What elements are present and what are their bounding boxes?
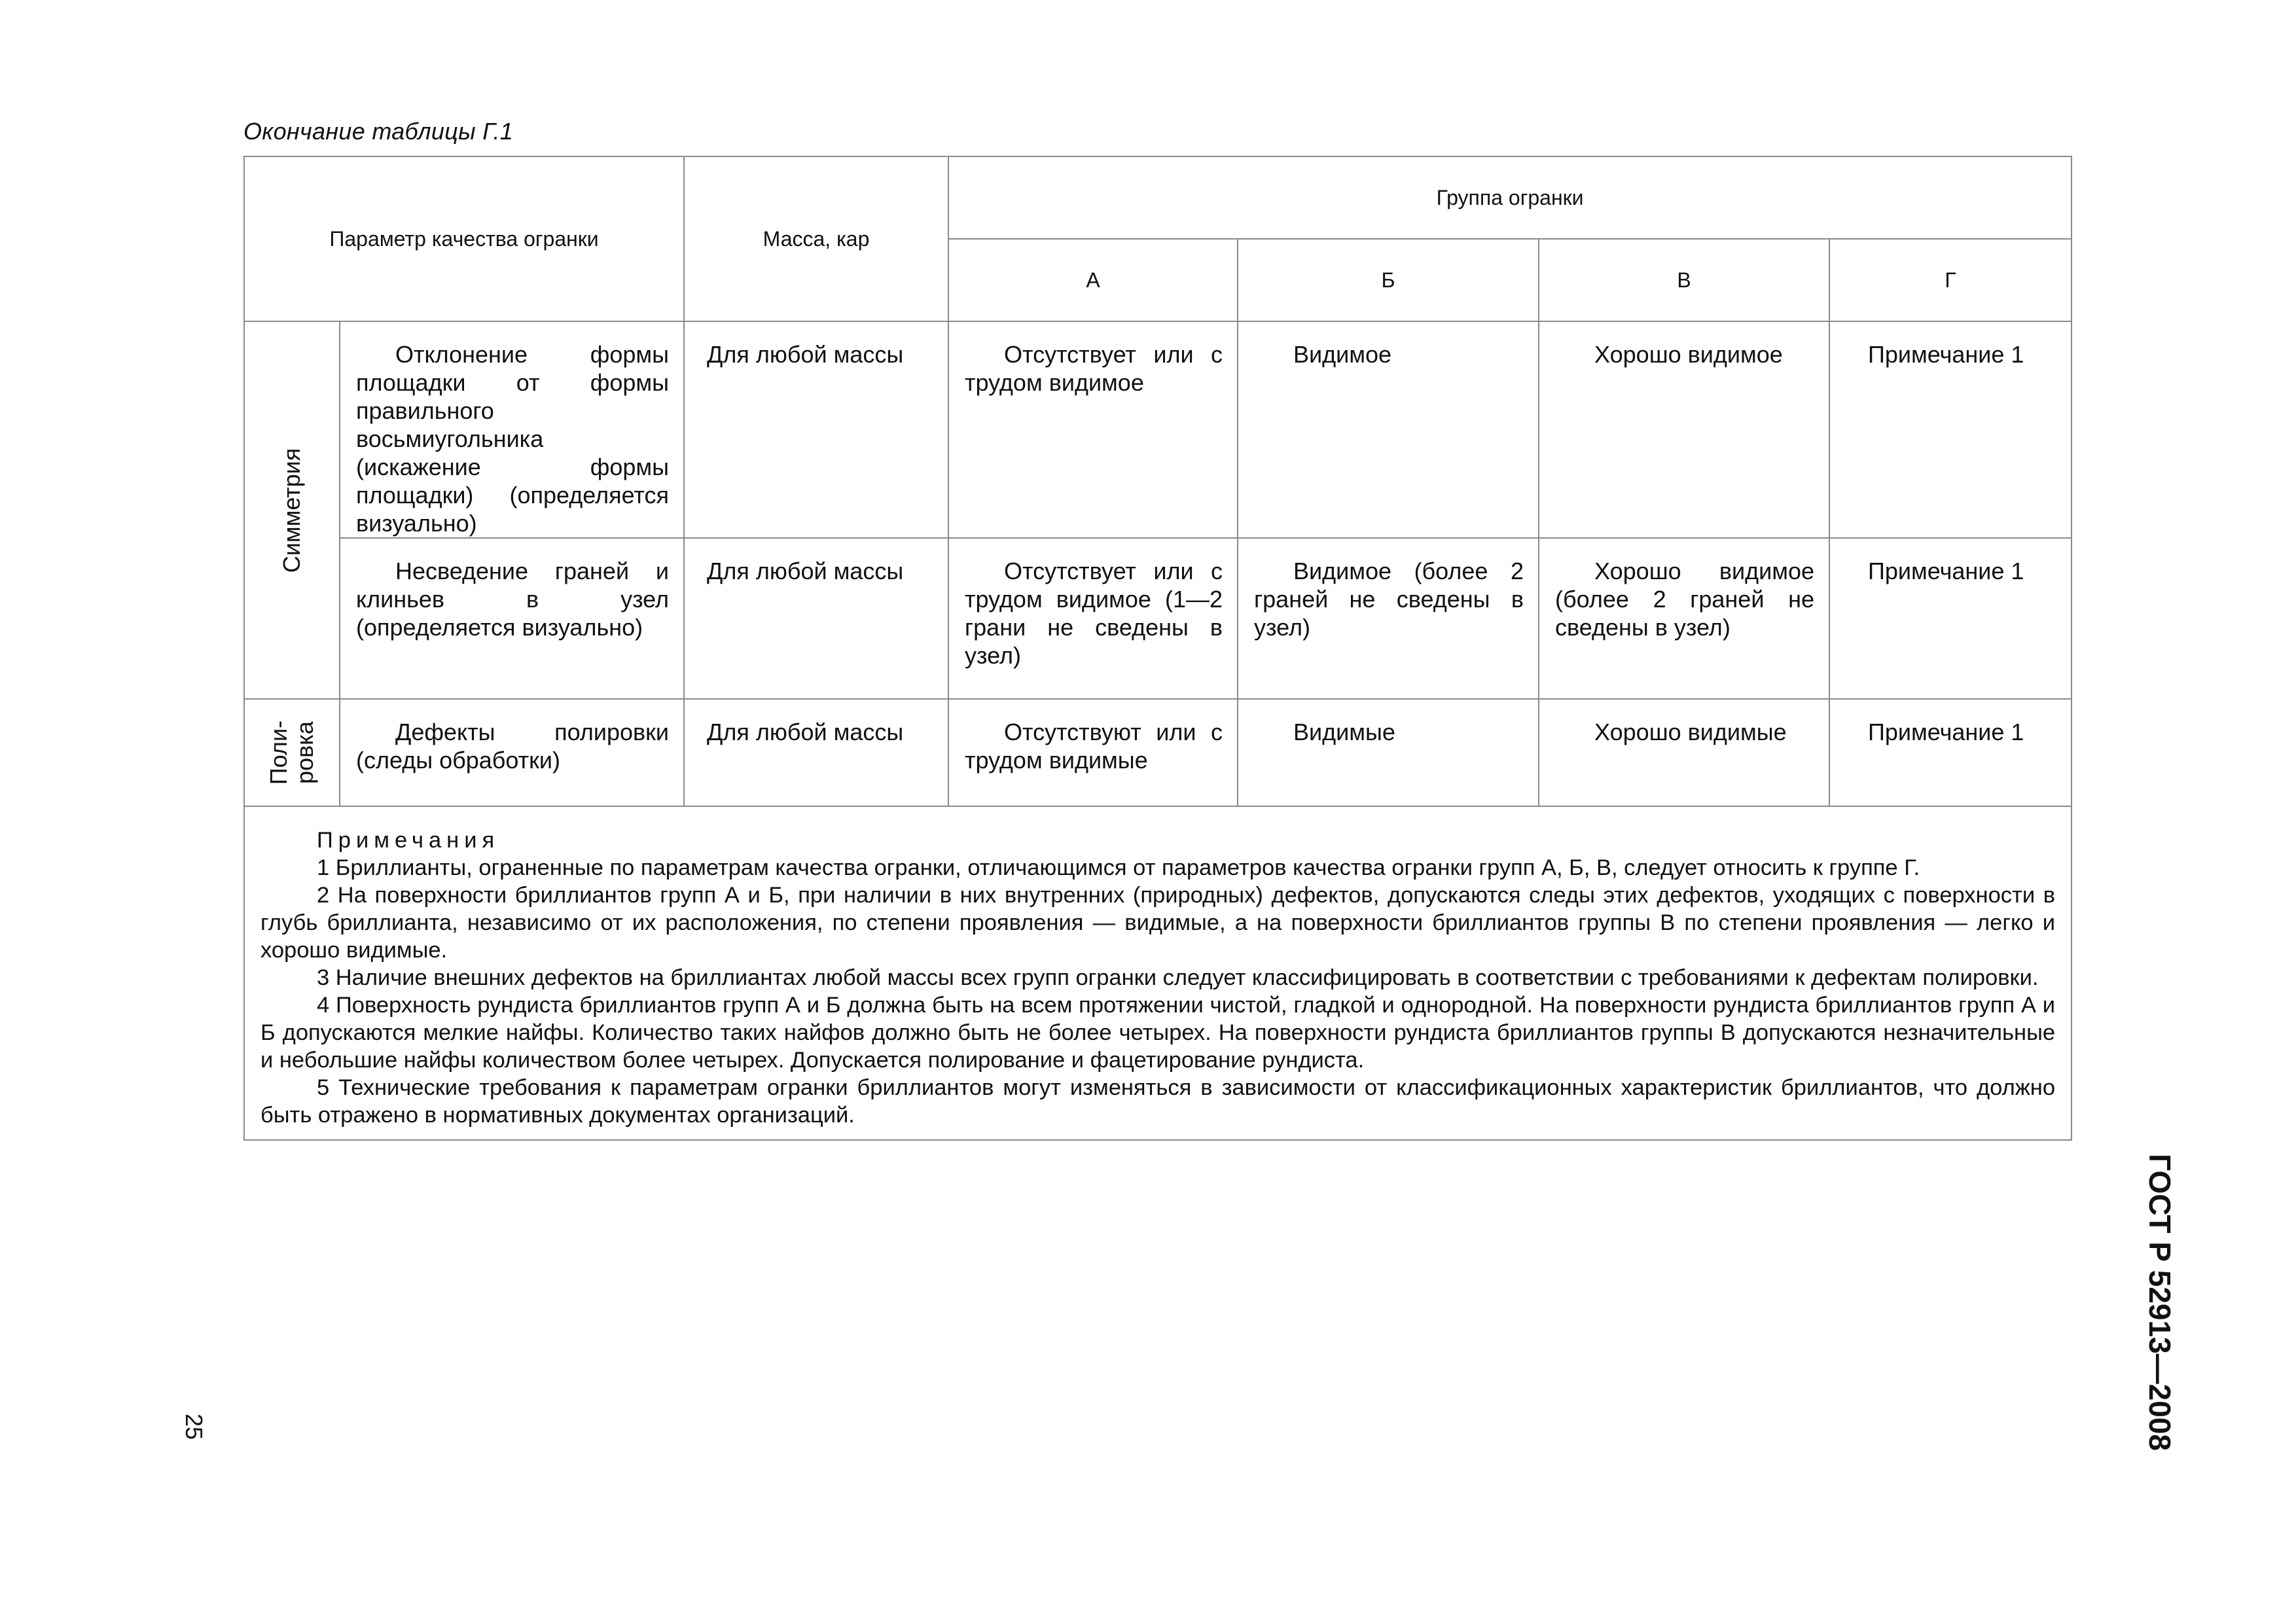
table-row bbox=[244, 538, 2072, 699]
row-group-b bbox=[1238, 538, 1539, 699]
header-group-v: В bbox=[1539, 239, 1829, 321]
row-group-a bbox=[948, 699, 1238, 806]
section-polish-line1: Поли- bbox=[265, 720, 292, 785]
row-group-b-text: Видимые bbox=[1293, 719, 1395, 745]
section-polish-label bbox=[266, 721, 318, 785]
table-row bbox=[244, 321, 2072, 538]
row-param bbox=[340, 538, 684, 699]
row-group-v-text: Хорошо видимое bbox=[1594, 341, 1783, 368]
row-group-v bbox=[1539, 321, 1829, 538]
row-param-text: Дефекты полировки (следы обработки) bbox=[356, 719, 670, 774]
note-item: 1 Бриллианты, ограненные по параметрам качества огранки, отличающимся от параметров качества огранки групп А, Б, В, следует относить к группе Г. bbox=[317, 855, 1920, 880]
notes-title: Примечания bbox=[317, 828, 500, 853]
notes-block bbox=[244, 806, 2072, 1140]
row-group-a-text: Отсутствует или с трудом видимое (1—2 грани не сведены в узел) bbox=[965, 558, 1223, 669]
row-group-b-text: Видимое bbox=[1293, 341, 1392, 368]
row-group-g: Примечание 1 bbox=[1829, 321, 2072, 538]
row-group-g: Примечание 1 bbox=[1829, 538, 2072, 699]
standard-label bbox=[2140, 1154, 2179, 1451]
header-group-b: Б bbox=[1238, 239, 1539, 321]
row-group-a-text: Отсутствует или с трудом видимое bbox=[965, 341, 1223, 396]
row-mass: Для любой массы bbox=[684, 699, 948, 806]
header-param: Параметр качества огранки bbox=[244, 156, 684, 321]
row-param bbox=[340, 699, 684, 806]
section-symmetry bbox=[244, 321, 340, 699]
header-row bbox=[244, 156, 2072, 239]
row-group-a bbox=[948, 538, 1238, 699]
page-number-text: 25 bbox=[181, 1413, 207, 1440]
row-group-v-text: Хорошо видимое (более 2 граней не сведены в узел) bbox=[1555, 558, 1815, 641]
header-group: Группа огранки bbox=[948, 156, 2072, 239]
row-mass: Для любой массы bbox=[684, 321, 948, 538]
header-group-a: А bbox=[948, 239, 1238, 321]
table-caption: Окончание таблицы Г.1 bbox=[243, 118, 514, 145]
standard-label-text: ГОСТ Р 52913—2008 bbox=[2143, 1154, 2177, 1451]
row-mass: Для любой массы bbox=[684, 538, 948, 699]
table-row bbox=[244, 699, 2072, 806]
row-group-v-text: Хорошо видимые bbox=[1594, 719, 1787, 745]
row-param-text: Отклонение формы площадки от формы правильного восьмиугольника (искажение формы площадки) (определяется визуально) bbox=[356, 341, 670, 537]
row-param bbox=[340, 321, 684, 538]
note-item: 3 Наличие внешних дефектов на бриллиантах любой массы всех групп огранки следует классифицировать в соответствии с требованиями к дефектам полировки. bbox=[317, 965, 2039, 990]
row-group-v bbox=[1539, 538, 1829, 699]
row-group-a-text: Отсутствуют или с трудом видимые bbox=[965, 719, 1223, 774]
row-param-text: Несведение граней и клиньев в узел (определяется визуально) bbox=[356, 558, 670, 641]
cut-quality-table bbox=[243, 156, 2072, 1141]
row-group-b-text: Видимое (более 2 граней не сведены в узел) bbox=[1254, 558, 1524, 641]
section-polish-line2: ровка bbox=[291, 721, 318, 784]
note-item: 5 Технические требования к параметрам огранки бриллиантов могут изменяться в зависимости от классификационных характеристик бриллиантов, что должно быть отражено в нормативных документах организаций. bbox=[260, 1075, 2056, 1128]
row-group-v bbox=[1539, 699, 1829, 806]
note-item: 2 На поверхности бриллиантов групп А и Б, при наличии в них внутренних (природных) дефектов, допускаются следы этих дефектов, уходящих с поверхности в глубь бриллианта, независимо от их расположения, по степени проявления — видимые, а на поверхности бриллиантов группы В по степени проявления — легко и хорошо видимые. bbox=[260, 883, 2056, 963]
row-group-g: Примечание 1 bbox=[1829, 699, 2072, 806]
notes-row bbox=[244, 806, 2072, 1140]
section-symmetry-label: Симметрия bbox=[278, 448, 305, 573]
section-polish bbox=[244, 699, 340, 806]
header-group-g: Г bbox=[1829, 239, 2072, 321]
row-group-b bbox=[1238, 321, 1539, 538]
row-group-a bbox=[948, 321, 1238, 538]
page-number bbox=[181, 1400, 207, 1453]
note-item: 4 Поверхность рундиста бриллиантов групп А и Б должна быть на всем протяжении чистой, гладкой и однородной. На поверхности рундиста бриллиантов групп А и Б допускаются мелкие найфы. Количество таких найфов должно быть не более четырех. На поверхности рундиста бриллиантов группы В допускаются незначительные и небольшие найфы количеством более четырех. Допускается полирование и фацетирование рундиста. bbox=[260, 993, 2056, 1073]
header-mass: Масса, кар bbox=[684, 156, 948, 321]
row-group-b bbox=[1238, 699, 1539, 806]
